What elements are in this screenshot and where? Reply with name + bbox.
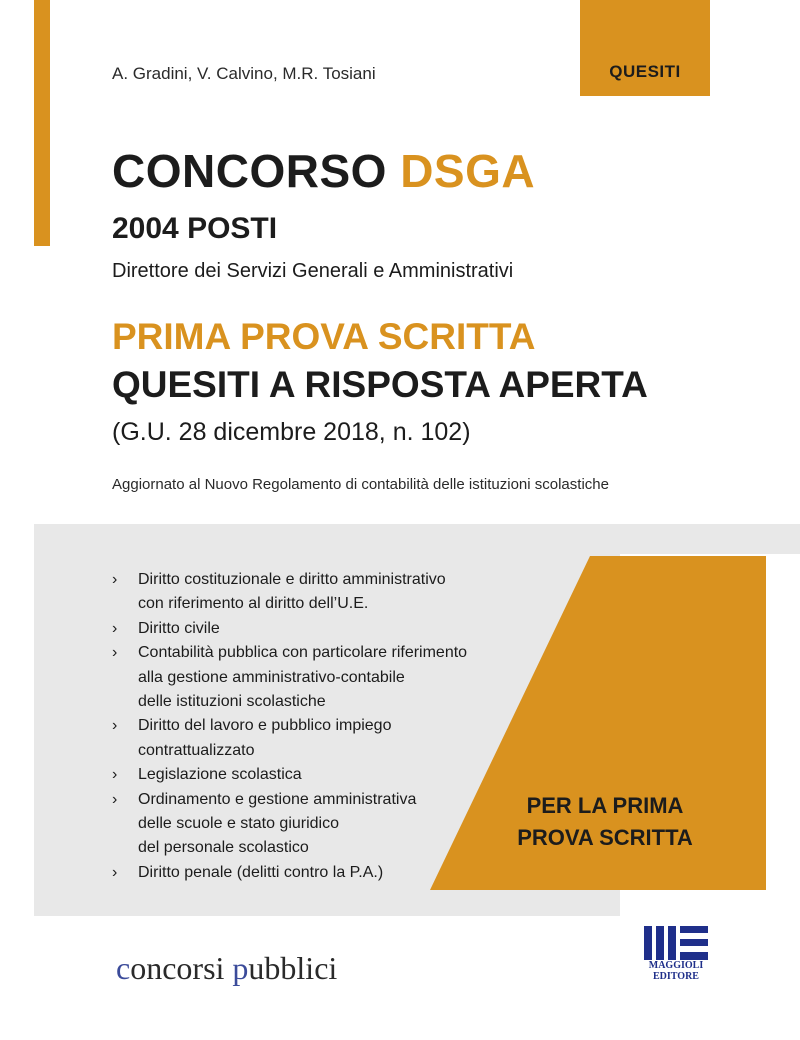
list-item: › Diritto penale (delitti contro la P.A.) [112,861,512,885]
series-oncorsi: oncorsi [130,950,233,986]
list-item: › Diritto civile [112,617,512,641]
quesiti-tag [580,0,710,96]
banner-line-1: PER LA PRIMA [526,793,684,818]
book-title [112,145,536,197]
banner-line-2: PROVA SCRITTA [517,825,693,850]
gazzetta-reference: (G.U. 28 dicembre 2018, n. 102) [112,418,471,446]
list-item: › Contabilità pubblica con particolare riferimento alla gestione amministrativo-contabile delle istituzioni scolastiche [112,641,512,714]
title-accent: DSGA [400,145,536,197]
title-main: CONCORSO [112,145,401,197]
series-name [116,950,337,987]
list-item: › Diritto costituzionale e diritto amministrativo con riferimento al diritto dell’U.E. [112,568,512,617]
left-accent-stripe [34,0,50,246]
publisher-line-2: EDITORE [653,971,699,982]
series-p: p [232,950,249,986]
topics-list [112,568,512,885]
quesiti-tag-label: QUESITI [609,62,681,81]
posti-count: 2004 POSTI [112,212,278,245]
per-la-prima-banner [500,790,710,854]
publisher-line-1: MAGGIOLI [648,960,704,971]
list-item: › Ordinamento e gestione amministrativa delle scuole e stato giuridico del personale scolastico [112,788,512,861]
list-item: › Legislazione scolastica [112,763,512,787]
series-c: c [116,950,131,986]
panel-top-strip [620,524,800,554]
authors: A. Gradini, V. Calvino, M.R. Tosiani [112,64,376,83]
prova-heading: PRIMA PROVA SCRITTA [112,316,536,357]
series-ubblici: ubblici [248,950,338,986]
update-note: Aggiornato al Nuovo Regolamento di contabilità delle istituzioni scolastiche [112,476,609,493]
list-item: › Diritto del lavoro e pubblico impiego contrattualizzato [112,714,512,763]
publisher-name [638,960,714,982]
subtitle: Direttore dei Servizi Generali e Amministrativi [112,260,514,282]
tipo-heading: QUESITI A RISPOSTA APERTA [112,364,648,405]
